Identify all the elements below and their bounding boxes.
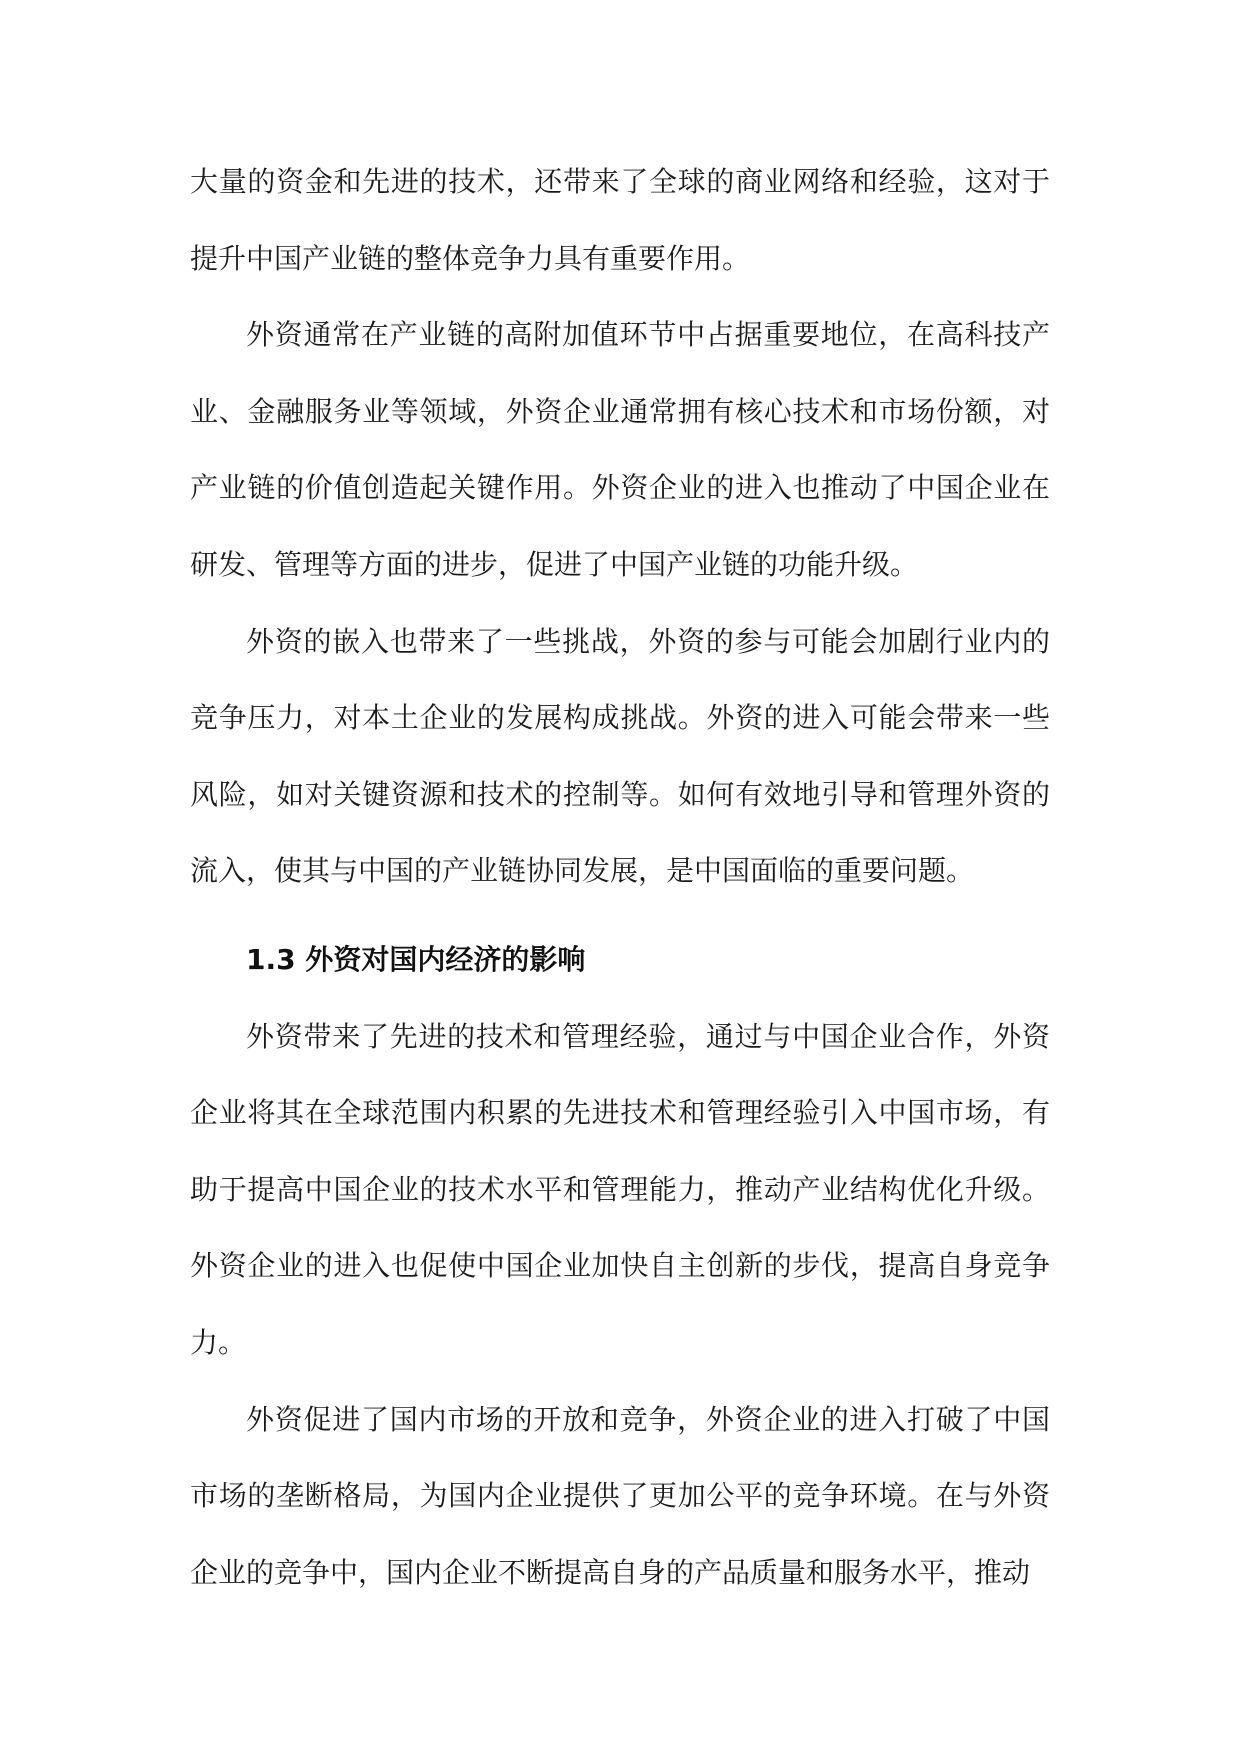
document-body xyxy=(190,144,1050,1611)
paragraph: 外资的嵌入也带来了一些挑战，外资的参与可能会加剧行业内的竞争压力，对本土企业的发展构成挑战。外资的进入可能会带来一些风险，如对关键资源和技术的控制等。如何有效地引导和管理外资的流入，使其与中国的产业链协同发展，是中国面临的重要问题。 xyxy=(190,624,1050,888)
section-heading: 1.3 外资对国内经济的影响 xyxy=(246,942,586,976)
paragraph: 外资促进了国内市场的开放和竞争，外资企业的进入打破了中国市场的垄断格局，为国内企业提供了更加公平的竞争环境。在与外资企业的竞争中，国内企业不断提高自身的产品质量和服务水平，推动 xyxy=(190,1402,1050,1589)
paragraph-continued: 大量的资金和先进的技术，还带来了全球的商业网络和经验，这对于提升中国产业链的整体竞争力具有重要作用。 xyxy=(190,165,1050,275)
paragraph: 外资带来了先进的技术和管理经验，通过与中国企业合作，外资企业将其在全球范围内积累的先进技术和管理经验引入中国市场，有助于提高中国企业的技术水平和管理能力，推动产业结构优化升级。外资企业的进入也促使中国企业加快自主创新的步伐，提高自身竞争力。 xyxy=(190,1019,1050,1359)
paragraph: 外资通常在产业链的高附加值环节中占据重要地位，在高科技产业、金融服务业等领域，外资企业通常拥有核心技术和市场份额，对产业链的价值创造起关键作用。外资企业的进入也推动了中国企业在研发、管理等方面的进步，促进了中国产业链的功能升级。 xyxy=(190,318,1050,581)
